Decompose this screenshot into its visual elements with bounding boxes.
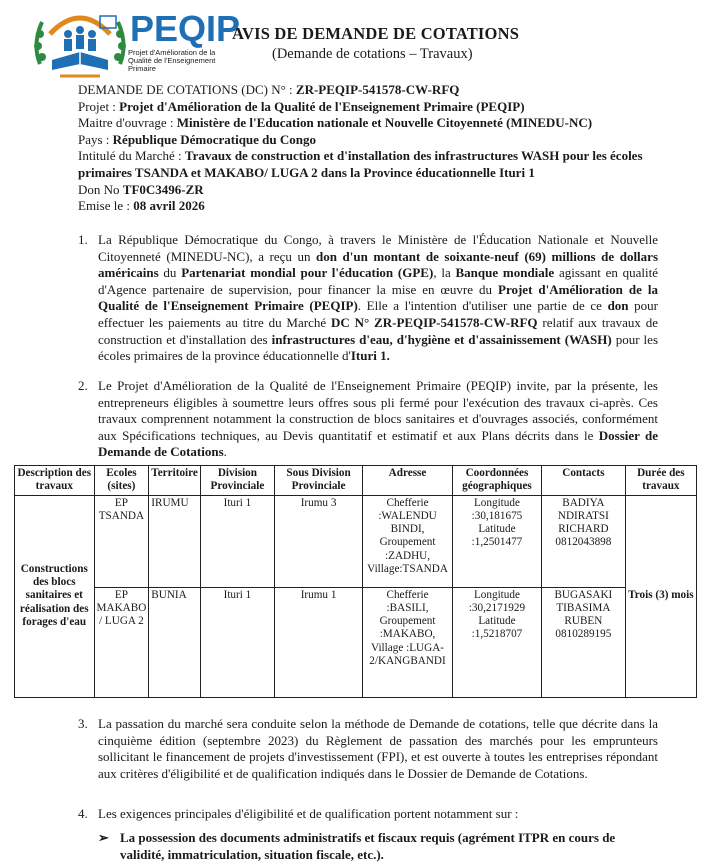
table-header-row bbox=[15, 466, 697, 496]
maitre-label: Maitre d'ouvrage : bbox=[78, 115, 177, 131]
dc-number-line bbox=[78, 82, 658, 99]
bold-run: don bbox=[607, 298, 629, 314]
sous-division-cell: Irumu 1 bbox=[274, 587, 362, 697]
bold-run: don d'un montant de soixante-neuf (69) millions de dollars américains bbox=[98, 248, 658, 281]
intitule-label: Intitulé du Marché : bbox=[78, 148, 185, 164]
paragraph-1 bbox=[78, 232, 658, 365]
paragraph-number: 1. bbox=[78, 232, 88, 247]
text-run: agissant en qualité d'Agence partenaire de supervision, pour financer la mise en œuvre du bbox=[98, 265, 659, 297]
territoire-cell: IRUMU bbox=[149, 495, 201, 587]
column-header: Coordonnées géographiques bbox=[452, 466, 541, 496]
bullet-text: La possession des documents administratifs et fiscaux requis (agrément ITPR en cours de validité, immatriculation, situation fiscale, etc.). bbox=[120, 830, 616, 862]
coordonnees-cell: Longitude :30,2171929 Latitude :1,5218707 bbox=[452, 587, 541, 697]
logo-wordmark: PEQIP bbox=[130, 8, 241, 49]
table-row bbox=[15, 587, 697, 697]
text-run: . bbox=[223, 444, 227, 460]
don-value: TF0C3496-ZR bbox=[122, 181, 204, 197]
requirement-bullet bbox=[98, 830, 658, 863]
column-header: Contacts bbox=[542, 466, 626, 496]
duree-cell: Trois (3) mois bbox=[625, 495, 696, 697]
contacts-cell: BADIYA NDIRATSI RICHARD 0812043898 bbox=[542, 495, 626, 587]
text-run: pour effectuer les paiements au titre du Marché bbox=[98, 298, 658, 330]
column-header: Durée des travaux bbox=[625, 466, 696, 496]
page-title: AVIS DE DEMANDE DE COTATIONS bbox=[232, 24, 520, 43]
column-header: Division Provinciale bbox=[200, 466, 274, 496]
bold-run: Ituri 1. bbox=[350, 348, 390, 364]
maitre-line bbox=[78, 115, 658, 132]
maitre-value: Ministère de l'Education nationale et Nouvelle Citoyenneté (MINEDU-NC) bbox=[176, 115, 593, 131]
arrow-bullet-icon: ➢ bbox=[98, 830, 109, 845]
paragraph-2 bbox=[78, 378, 658, 461]
pays-value: République Démocratique du Congo bbox=[112, 131, 316, 147]
description-cell: Constructions des blocs sanitaires et réalisation des forages d'eau bbox=[15, 495, 95, 697]
text-run: Le Projet d'Amélioration de la Qualité de l'Enseignement Primaire (PEQIP) invite, par la présente, les entrepreneurs éligibles à soumettre leurs offres sous pli fermé pour l'exécution des travaux ci-après. Ces travaux comprennent notamment la construction de blocs sanitaires et d'ouvrages associés, conformément aux Spécifications techniques, au Devis quantitatif et estimatif et aux Plans décrits dans le bbox=[98, 378, 658, 443]
text-run: du bbox=[158, 265, 182, 281]
intitule-line bbox=[78, 148, 658, 181]
notice-meta bbox=[78, 82, 658, 215]
column-header: Territoire bbox=[149, 466, 201, 496]
don-label: Don No bbox=[78, 181, 123, 197]
page-subtitle: (Demande de cotations – Travaux) bbox=[272, 46, 473, 62]
paragraph-text: La passation du marché sera conduite selon la méthode de Demande de cotations, telle que décrite dans la cinquième édition (septembre 2023) du Règlement de passation des marchés pour les emprunteurs sollicitant le financement de projets d'investissement (FPI), et est ouverte à toutes les entreprises répondant aux critères d'éligibilité et de qualification indiqués dans le Dossier de Demande de Cotations. bbox=[98, 716, 658, 781]
projet-label: Projet : bbox=[78, 98, 120, 114]
contacts-cell: BUGASAKI TIBASIMA RUBEN 0810289195 bbox=[542, 587, 626, 697]
adresse-cell: Chefferie :WALENDU BINDI, Groupement :ZADHU, Village:TSANDA bbox=[363, 495, 453, 587]
bold-run: Dossier de Demande de Cotations bbox=[98, 427, 658, 460]
paragraph-text bbox=[98, 378, 658, 461]
paragraph-4 bbox=[78, 806, 658, 823]
ecole-cell: EP TSANDA bbox=[94, 495, 149, 587]
emise-label: Emise le : bbox=[78, 198, 134, 214]
bold-run: Banque mondiale bbox=[455, 265, 555, 281]
paragraph-text bbox=[98, 232, 658, 365]
text-run: relatif aux travaux de construction et d'installation des bbox=[98, 314, 658, 347]
projet-value: Projet d'Amélioration de la Qualité de l'Enseignement Primaire (PEQIP) bbox=[119, 98, 525, 114]
column-header: Sous Division Provinciale bbox=[274, 466, 362, 496]
division-cell: Ituri 1 bbox=[200, 587, 274, 697]
text-run: pour les écoles primaires de la province éducationnelle d' bbox=[98, 331, 658, 364]
sous-division-cell: Irumu 3 bbox=[274, 495, 362, 587]
emise-line bbox=[78, 198, 658, 215]
emise-value: 08 avril 2026 bbox=[133, 198, 205, 214]
paragraph-number: 3. bbox=[78, 716, 88, 731]
division-cell: Ituri 1 bbox=[200, 495, 274, 587]
pays-label: Pays : bbox=[78, 131, 113, 147]
bold-run: Partenariat mondial pour l'éducation (GPE) bbox=[181, 265, 434, 281]
don-line bbox=[78, 182, 658, 199]
paragraph-3 bbox=[78, 716, 658, 782]
ecole-cell: EP MAKABO / LUGA 2 bbox=[94, 587, 149, 697]
pays-line bbox=[78, 132, 658, 149]
text-run: . Elle a l'intention d'utiliser une partie de ce bbox=[357, 298, 608, 314]
bold-run: infrastructures d'eau, d'hygiène et d'assainissement (WASH) bbox=[271, 331, 612, 347]
adresse-cell: Chefferie :BASILI, Groupement :MAKABO, Village :LUGA-2/KANGBANDI bbox=[363, 587, 453, 697]
paragraph-text: Les exigences principales d'éligibilité et de qualification portent notamment sur : bbox=[98, 806, 519, 821]
dc-value: ZR-PEQIP-541578-CW-RFQ bbox=[295, 82, 460, 97]
column-header: Description des travaux bbox=[15, 466, 95, 496]
projet-line bbox=[78, 99, 658, 116]
column-header: Ecoles (sites) bbox=[94, 466, 149, 496]
bold-run: DC N° ZR-PEQIP-541578-CW-RFQ bbox=[330, 314, 538, 330]
territoire-cell: BUNIA bbox=[149, 587, 201, 697]
dc-label: DEMANDE DE COTATIONS (DC) N° : bbox=[78, 82, 296, 97]
text-run: , la bbox=[433, 265, 456, 281]
intitule-value: Travaux de construction et d'installation des infrastructures WASH pour les écoles primaires TSANDA et MAKABO/ LUGA 2 dans la Province éducationnelle Ituri 1 bbox=[78, 148, 643, 180]
text-run: La République Démocratique du Congo, à travers le Ministère de l'Éducation Nationale et Nouvelle Citoyenneté (MINEDU-NC), a reçu un bbox=[98, 232, 658, 264]
paragraph-number: 2. bbox=[78, 378, 88, 393]
bold-run: Projet d'Amélioration de la Qualité de l'Enseignement Primaire (PEQIP) bbox=[98, 281, 658, 314]
column-header: Adresse bbox=[363, 466, 453, 496]
works-table bbox=[14, 465, 697, 698]
coordonnees-cell: Longitude :30,181675 Latitude :1,2501477 bbox=[452, 495, 541, 587]
table-row bbox=[15, 495, 697, 587]
logo-subtitle: Projet d'Amélioration de la Qualité de l'Enseignement Primaire bbox=[128, 48, 216, 73]
paragraph-number: 4. bbox=[78, 806, 88, 821]
